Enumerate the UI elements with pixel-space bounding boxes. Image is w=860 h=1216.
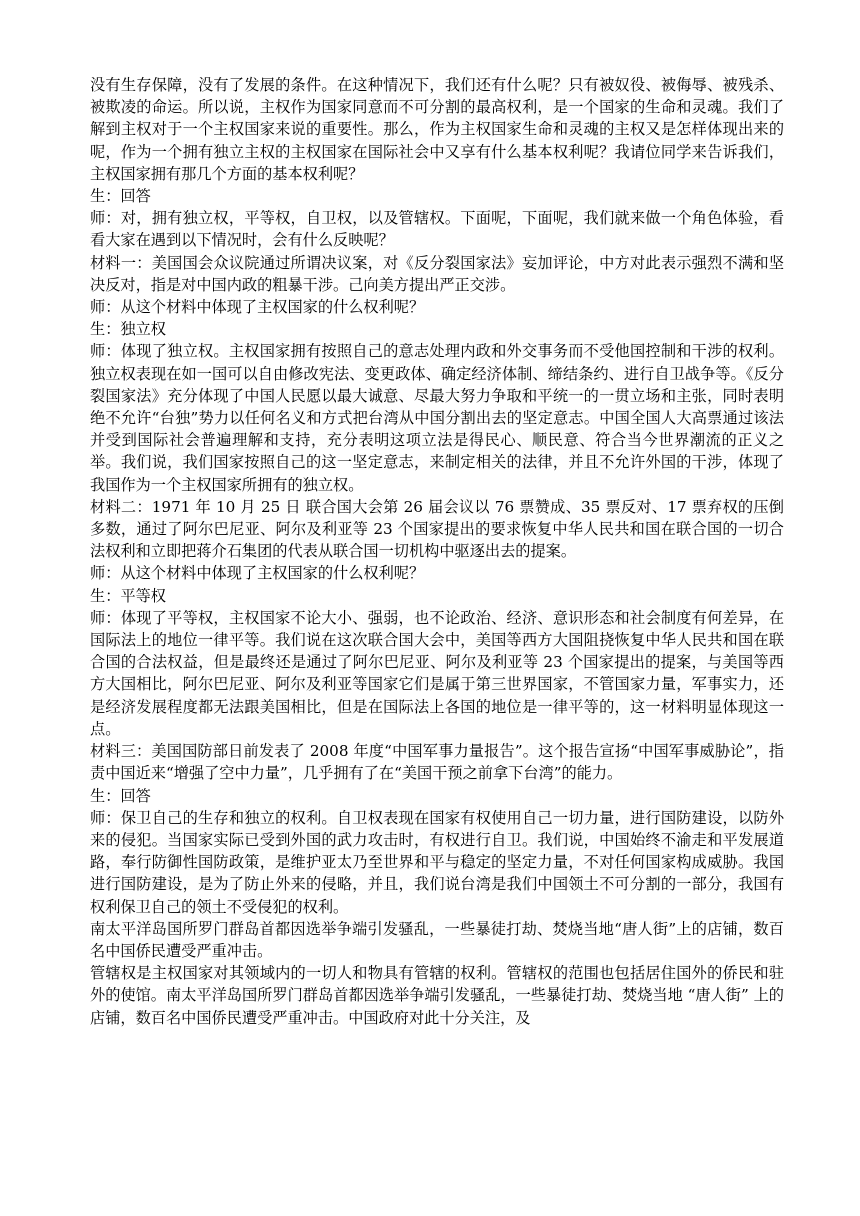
paragraph-teacher-equality: 师：体现了平等权，主权国家不论大小、强弱，也不论政治、经济、意识形态和社会制度有何差异，在国际法上的地位一律平等。我们说在这次联合国大会中，美国等西方大国阻挠恢复中华人民共和国在联合国的合法权益，但是最终还是通过了阿尔巴尼亚、阿尔及利亚等 23 个国家提出的提案，与美国等西方大国相比，阿尔巴尼亚、阿尔及利亚等国家它们是属于第三世界国家，不管国家力量，军事实力，还是经济发展程度都无法跟美国相比，但是在国际法上各国的地位是一律平等的，这一材料明显体现这一点。 xyxy=(90,608,784,738)
paragraph-teacher-question-2: 师：从这个材料中体现了主权国家的什么权利呢？ xyxy=(90,564,425,583)
paragraph-teacher-independence: 师：体现了独立权。主权国家拥有按照自己的意志处理内政和外交事务而不受他国控制和干涉的权利。独立权表现在如一国可以自由修改宪法、变更政体、确定经济体制、缔结条约、进行自卫战争等。《反分裂国家法》充分体现了中国人民愿以最大诚意、尽最大努力争取和平统一的一贯立场和主张，同时表明绝不允许“台独”势力以任何名义和方式把台湾从中国分割出去的坚定意志。中国全国人大高票通过该法并受到国际社会普遍理解和支持，充分表明这项立法是得民心、顺民意、符合当今世界潮流的正义之举。我们说，我们国家按照自己的这一坚定意志，来制定相关的法律，并且不允许外国的干涉，体现了我国作为一个主权国家所拥有的独立权。 xyxy=(90,342,784,494)
paragraph-teacher-rights: 师：对，拥有独立权，平等权，自卫权，以及管辖权。下面呢，下面呢，我们就来做一个角色体验，看看大家在遇到以下情况时，会有什么反映呢？ xyxy=(90,209,784,250)
paragraph-student-answer-1: 生：回答 xyxy=(90,187,151,206)
paragraph-student-answer-3: 生：平等权 xyxy=(90,586,166,605)
paragraph-intro: 没有生存保障，没有了发展的条件。在这种情况下，我们还有什么呢？只有被奴役、被侮辱、被残杀、被欺凌的命运。所以说，主权作为国家同意而不可分割的最高权利，是一个国家的生命和灵魂。我们了解到主权对于一个主权国家来说的重要性。那么，作为主权国家生命和灵魂的主权又是怎样体现出来的呢，作为一个拥有独立主权的主权国家在国际社会中又享有什么基本权利呢？我请位同学来告诉我们，主权国家拥有那几个方面的基本权利呢？ xyxy=(90,76,784,183)
paragraph-solomon-islands: 南太平洋岛国所罗门群岛首都因选举争端引发骚乱，一些暴徒打劫、焚烧当地“唐人街”上的店铺，数百名中国侨民遭受严重冲击。 xyxy=(90,919,784,960)
paragraph-teacher-self-defense: 师：保卫自己的生存和独立的权利。自卫权表现在国家有权使用自己一切力量，进行国防建设，以防外来的侵犯。当国家实际已受到外国的武力攻击时，有权进行自卫。我们说，中国始终不渝走和平发展道路，奉行防御性国防政策，是维护亚太乃至世界和平与稳定的坚定力量，不对任何国家构成威胁。我国进行国防建设，是为了防止外来的侵略，并且，我们说台湾是我们中国领土不可分割的一部分，我国有权利保卫自己的领土不受侵犯的权利。 xyxy=(90,808,784,916)
paragraph-jurisdiction: 管辖权是主权国家对其领域内的一切人和物具有管辖的权利。管辖权的范围也包括居住国外的侨民和驻外的使馆。南太平洋岛国所罗门群岛首都因选举争端引发骚乱，一些暴徒打劫、焚烧当地 “唐人街” 上的店铺，数百名中国侨民遭受严重冲击。中国政府对此十分关注，及 xyxy=(90,964,784,1027)
paragraph-student-answer-2: 生：独立权 xyxy=(90,320,166,339)
paragraph-teacher-question-1: 师：从这个材料中体现了主权国家的什么权利呢？ xyxy=(90,298,425,317)
paragraph-material-1: 材料一：美国国会众议院通过所谓决议案，对《反分裂国家法》妄加评论，中方对此表示强烈不满和坚决反对，指是对中国内政的粗暴干涉。己向美方提出严正交涉。 xyxy=(90,253,784,294)
paragraph-material-2: 材料二：1971 年 10 月 25 日 联合国大会第 26 届会议以 76 票赞成、35 票反对、17 票弃权的压倒多数，通过了阿尔巴尼亚、阿尔及利亚等 23 个国家提出的要求恢复中华人民共和国在联合国的一切合法权利和立即把蒋介石集团的代表从联合国一切机构中驱逐出去的提案。 xyxy=(90,497,784,561)
paragraph-material-3: 材料三：美国国防部日前发表了 2008 年度“中国军事力量报告”。这个报告宣扬“中国军事威胁论”，指责中国近来“增强了空中力量”，几乎拥有了在“美国干预之前拿下台湾”的能力。 xyxy=(90,742,784,783)
paragraph-student-answer-4: 生：回答 xyxy=(90,786,151,805)
document-body xyxy=(90,74,784,1029)
